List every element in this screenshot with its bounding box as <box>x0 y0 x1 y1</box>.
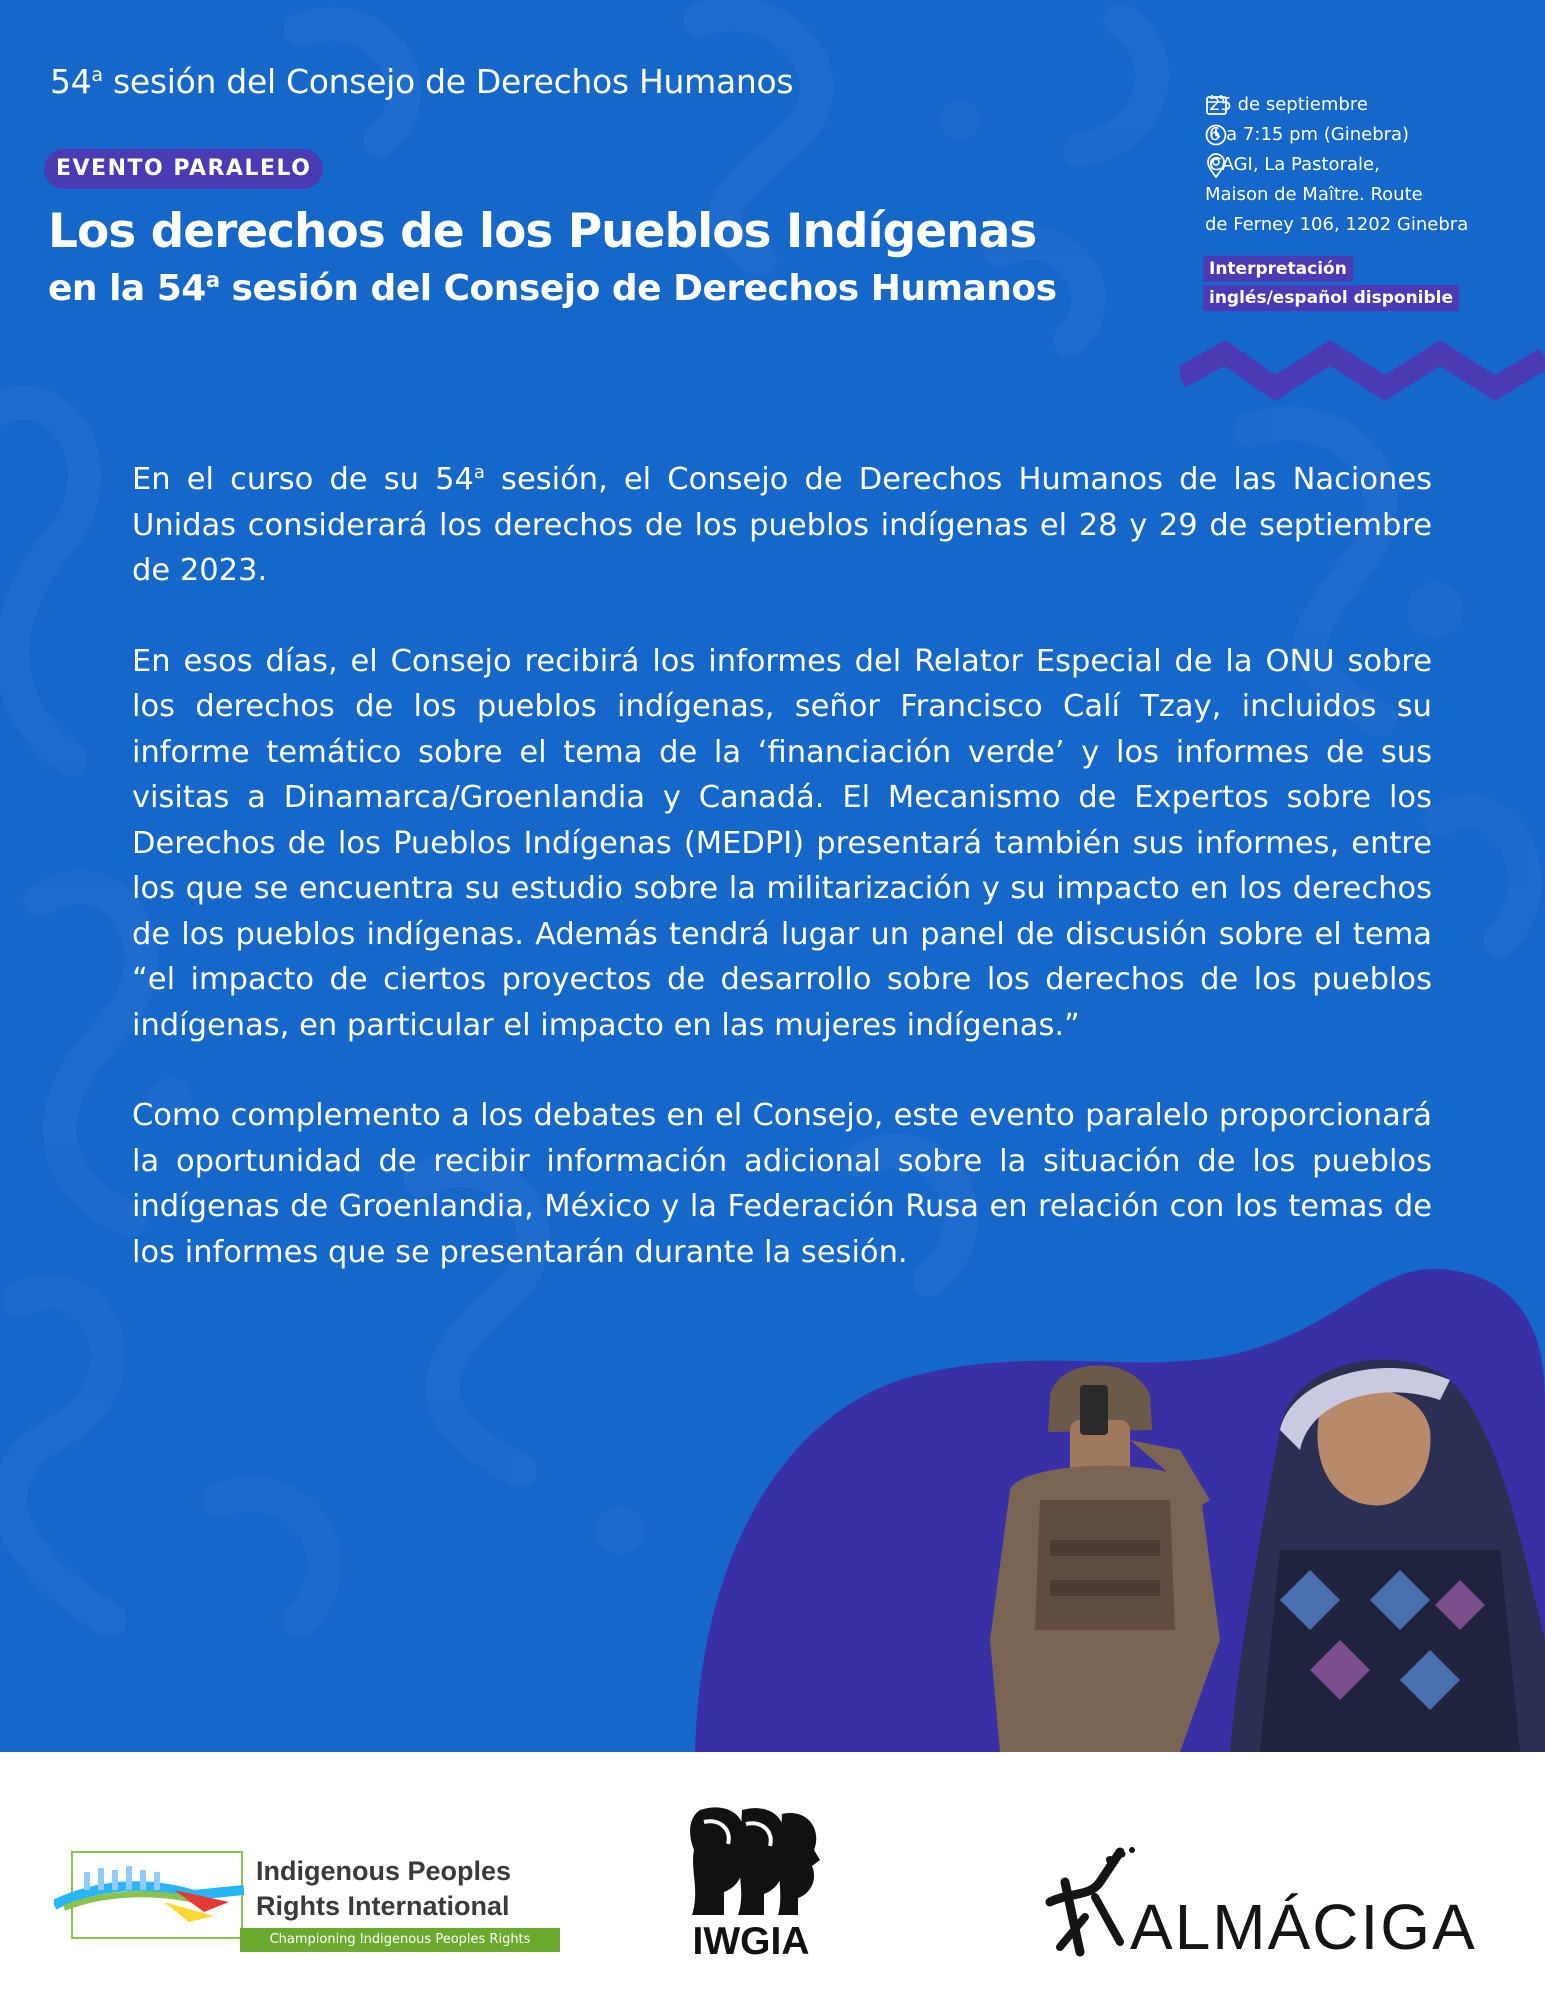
session-heading: 54$^a$ sesión del Consejo de Derechos Humanos <box>50 62 794 101</box>
paragraph-1: En el curso de su 54$^a$ sesión, el Consejo de Derechos Humanos de las Naciones Unidas considerará los derechos de los pueblos indígenas el 28 y 29 de septiembre de 2023. <box>132 462 1432 589</box>
paragraph-3: Como complemento a los debates en el Consejo, este evento paralelo proporcionará la oportunidad de recibir información adicional sobre la situación de los pueblos indígenas de Groenlandia, México y la Federación Rusa en relación con los temas de los informes que se presentarán durante la sesión. <box>132 1098 1432 1270</box>
interpretation-line-2: inglés/español disponible <box>1203 285 1459 311</box>
iwgia-logo <box>680 1800 822 1920</box>
event-photo-soldier-and-woman <box>980 1340 1545 1752</box>
woman-figure <box>1230 1360 1545 1752</box>
interpretation-line-1: Interpretación <box>1203 256 1353 282</box>
almaciga-logo <box>1040 1842 1140 1962</box>
event-location-line-1: CAGI, La Pastorale, <box>1209 154 1380 175</box>
almaciga-name: ALMÁCIGA <box>1130 1891 1477 1963</box>
event-location-line-3: de Ferney 106, 1202 Ginebra <box>1205 214 1469 235</box>
paragraph-2: En esos días, el Consejo recibirá los informes del Relator Especial de la ONU sobre los derechos de los pueblos indígenas, señor Francisco Calí Tzay, incluidos su informe temático sobre el tema de la ‘financiación verde’ y los informes de sus visitas a Dinamarca/Groenlandia y Canadá. El Mecanismo de Expertos sobre los Derechos de los Pueblos Indígenas (MEDPI) presentará también sus informes, entre los que se encuentra su estudio sobre la militarización y su impacto en los derechos de los pueblos indígenas. Además tendrá lugar un panel de discusión sobre el tema “el impacto de ciertos proyectos de desarrollo sobre los derechos de los pueblos indígenas, en particular el impacto en las mujeres indígenas.” <box>132 643 1432 1043</box>
event-type-badge: EVENTO PARALELO <box>44 149 323 189</box>
ipri-logo <box>54 1850 244 1942</box>
ipri-tagline: Championing Indigenous Peoples Rights <box>240 1928 560 1952</box>
event-title-line-1: Los derechos de los Pueblos Indígenas <box>48 204 1037 259</box>
event-date: 25 de septiembre <box>1209 94 1368 115</box>
event-title-line-2: en la 54$^a$ sesión del Consejo de Derechos Humanos <box>48 268 1057 309</box>
event-time: 6 a 7:15 pm (Ginebra) <box>1205 120 1468 150</box>
event-description <box>132 450 1432 1320</box>
iwgia-name: IWGIA <box>692 1920 810 1963</box>
event-location-line-2: Maison de Maître. Route <box>1205 184 1423 205</box>
soldier-figure <box>990 1365 1220 1752</box>
ipri-name: Indigenous Peoples Rights International <box>256 1856 512 1921</box>
